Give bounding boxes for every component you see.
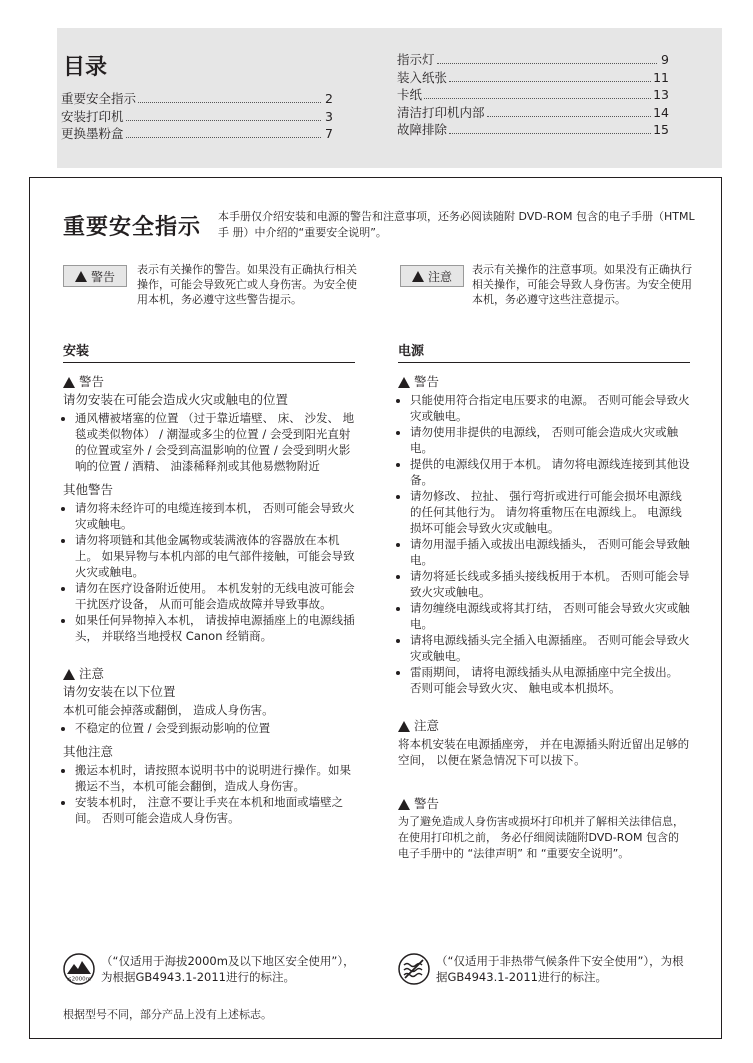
power-column (398, 364, 690, 862)
safety-intro: 本手册仅介绍安装和电源的警告和注意事项，还务必阅读随附 DVD-ROM 包含的电子手册（HTML手 册）中介绍的“重要安全说明”。 (218, 210, 695, 239)
toc-entry[interactable] (397, 104, 669, 122)
toc-entry[interactable] (397, 86, 669, 104)
toc-entry-label: 指示灯 (397, 52, 435, 67)
toc-entry[interactable] (397, 121, 669, 139)
install-warning-subtitle: 请勿安装在可能会造成火灾或触电的位置 (63, 392, 289, 407)
toc-entry-label: 故障排除 (397, 122, 448, 137)
other-warning-list (63, 500, 355, 644)
caution-badge (400, 265, 464, 287)
safety-instructions-frame (29, 177, 722, 1039)
list-item: • 如果任何异物掉入本机， 请拔掉电源插座上的电源线插头， 并联络当地授权 Canon 经销商。 (75, 612, 355, 644)
list-item: • 请勿在医疗设备附近使用。 本机发射的无线电波可能会干扰医疗设备， 从而可能会造成故障并导致事故。 (75, 580, 355, 612)
list-item: • 不稳定的位置 / 会受到振动影响的位置 (75, 720, 355, 736)
warning-label: 警告 (414, 374, 440, 389)
list-item: • 提供的电源线仅用于本机。 请勿将电源线连接到其他设备。 (410, 456, 690, 488)
install-caution-description: 本机可能会掉落或翻倒， 造成人身伤害。 (63, 703, 274, 717)
power-heading: 电源 (398, 340, 690, 363)
toc-entry-page: 14 (653, 104, 669, 120)
tropical-mark (398, 953, 693, 985)
list-item: • 请勿修改、 拉扯、 强行弯折或进行可能会损坏电源线的任何其他行为。 请勿将重物压在电源线上。 电源线损坏可能会导致火灾或触电。 (410, 488, 690, 536)
list-item: • 请勿将未经许可的电缆连接到本机， 否则可能会导致火灾或触电。 (75, 500, 355, 532)
toc-entry-label: 卡纸 (397, 87, 423, 102)
toc-entry[interactable] (61, 90, 333, 108)
toc-entry-page: 2 (325, 91, 333, 106)
caution-triangle-icon (63, 669, 75, 680)
svg-text:≤2000m: ≤2000m (67, 976, 91, 983)
power-caution-heading (398, 718, 690, 734)
toc-left-column (61, 90, 333, 143)
list-item: • 安装本机时， 注意不要让手夹在本机和地面或墙壁之间。 否则可能会造成人身伤害。 (75, 794, 355, 826)
tropical-mark-text: （“仅适用于非热带气候条件下安全使用”），为根据GB4943.1-2011进行的标注。 (436, 954, 684, 984)
warning-label: 警告 (414, 796, 440, 811)
altitude-mark (63, 953, 358, 985)
toc-entry-page: 11 (653, 69, 669, 85)
install-column (63, 364, 355, 826)
install-heading: 安装 (63, 340, 355, 363)
safety-title: 重要安全指示 (63, 215, 202, 240)
list-item: • 请勿用湿手插入或拔出电源线插头， 否则可能会导致触电。 (410, 536, 690, 568)
toc-entry-page: 3 (325, 108, 333, 124)
toc-entry-page: 13 (653, 87, 669, 102)
install-caution-subtitle: 请勿安装在以下位置 (63, 684, 176, 699)
toc-entry[interactable] (61, 125, 333, 143)
warning-badge (63, 265, 127, 287)
list-item: • 只能使用符合指定电压要求的电源。 否则可能会导致火灾或触电。 (410, 392, 690, 424)
install-warning-list (63, 410, 355, 474)
altitude-mark-text: （“仅适用于海拔2000m及以下地区安全使用”），为根据GB4943.1-2011进行的标注。 (101, 954, 355, 984)
toc-entry-page: 7 (325, 126, 333, 141)
list-item: • 请勿将项链和其他金属物或装满液体的容器放在本机上。 如果异物与本机内部的电气部件接触，可能会导致火灾或触电。 (75, 532, 355, 580)
power-warning-heading (398, 374, 690, 390)
list-item: • 请勿使用非提供的电源线， 否则可能会造成火灾或触电。 (410, 424, 690, 456)
other-warning-title: 其他警告 (63, 482, 114, 497)
power-warning2-heading (398, 796, 690, 812)
toc-entry-label: 重要安全指示 (61, 91, 137, 106)
install-caution-list (63, 720, 355, 736)
toc-entry[interactable] (397, 69, 669, 87)
caution-triangle-icon (412, 271, 424, 282)
caution-legend: 表示有关操作的注意事项。如果没有正确执行相关操作，可能会导致人身伤害。为安全使用本机，务必遵守这些注意提示。 (472, 263, 692, 306)
other-caution-list (63, 762, 355, 826)
warning-legend: 表示有关操作的警告。如果没有正确执行相关操作，可能会导致死亡或人身伤害。为安全使用本机，务必遵守这些警告提示。 (137, 263, 357, 306)
toc-entry-label: 更换墨粉盒 (61, 126, 124, 141)
toc-entry-label: 装入纸张 (397, 69, 448, 85)
list-item: • 通风槽被堵塞的位置 （过于靠近墙壁、 床、 沙发、 地毯或类似物体） / 潮湿或多尘的位置 / 会受到阳光直射的位置或室外 / 会受到高温影响的位置 / 会受到明火影响的位置 / 酒精、 油漆稀释剂或其他易燃物附近 (75, 410, 355, 474)
non-tropical-climate-icon (398, 953, 430, 985)
warning-triangle-icon (75, 271, 87, 282)
toc-entry[interactable] (397, 51, 669, 69)
caution-badge-label: 注意 (427, 269, 452, 284)
toc-entry-label: 清洁打印机内部 (397, 104, 485, 120)
toc-entry[interactable] (61, 108, 333, 126)
list-item: • 请勿将延长线或多插头接线板用于本机。 否则可能会导致火灾或触电。 (410, 568, 690, 600)
altitude-limit-icon (63, 953, 95, 985)
install-warning-heading (63, 374, 355, 390)
power-warning-list (398, 392, 690, 696)
caution-triangle-icon (398, 721, 410, 732)
toc-entry-page: 9 (661, 52, 669, 67)
toc-entry-label: 安装打印机 (61, 108, 124, 124)
warning-label: 警告 (79, 374, 105, 389)
warning-triangle-icon (63, 377, 75, 388)
warning-triangle-icon (398, 377, 410, 388)
list-item: • 搬运本机时，请按照本说明书中的说明进行操作。如果搬运不当，本机可能会翻倒，造成人身伤害。 (75, 762, 355, 794)
list-item: • 请勿缠绕电源线或将其打结， 否则可能会导致火灾或触电。 (410, 600, 690, 632)
warning-triangle-icon (398, 799, 410, 810)
caution-label: 注意 (414, 718, 440, 733)
toc-right-column (397, 51, 669, 139)
table-of-contents (57, 28, 722, 168)
footnote: 根据型号不同，部分产品上没有上述标志。 (63, 1008, 272, 1021)
toc-title: 目录 (63, 55, 108, 80)
list-item: • 请将电源线插头完全插入电源插座。 否则可能会导致火灾或触电。 (410, 632, 690, 664)
warning-badge-label: 警告 (90, 269, 115, 284)
list-item: • 雷雨期间， 请将电源线插头从电源插座中完全拔出。 否则可能会导致火灾、 触电或本机损坏。 (410, 664, 690, 696)
toc-entry-page: 15 (653, 122, 669, 137)
install-caution-heading (63, 666, 355, 682)
other-caution-title: 其他注意 (63, 744, 114, 759)
power-warning2-text: 为了避免造成人身伤害或损坏打印机并了解相关法律信息， 在使用打印机之前， 务必仔细阅读随附DVD-ROM 包含的电子手册中的 “法律声明” 和 “重要安全说明”。 (398, 815, 684, 860)
caution-label: 注意 (79, 666, 105, 681)
power-caution-text: 将本机安装在电源插座旁， 并在电源插头附近留出足够的空间， 以便在紧急情况下可以拔下。 (398, 737, 690, 767)
